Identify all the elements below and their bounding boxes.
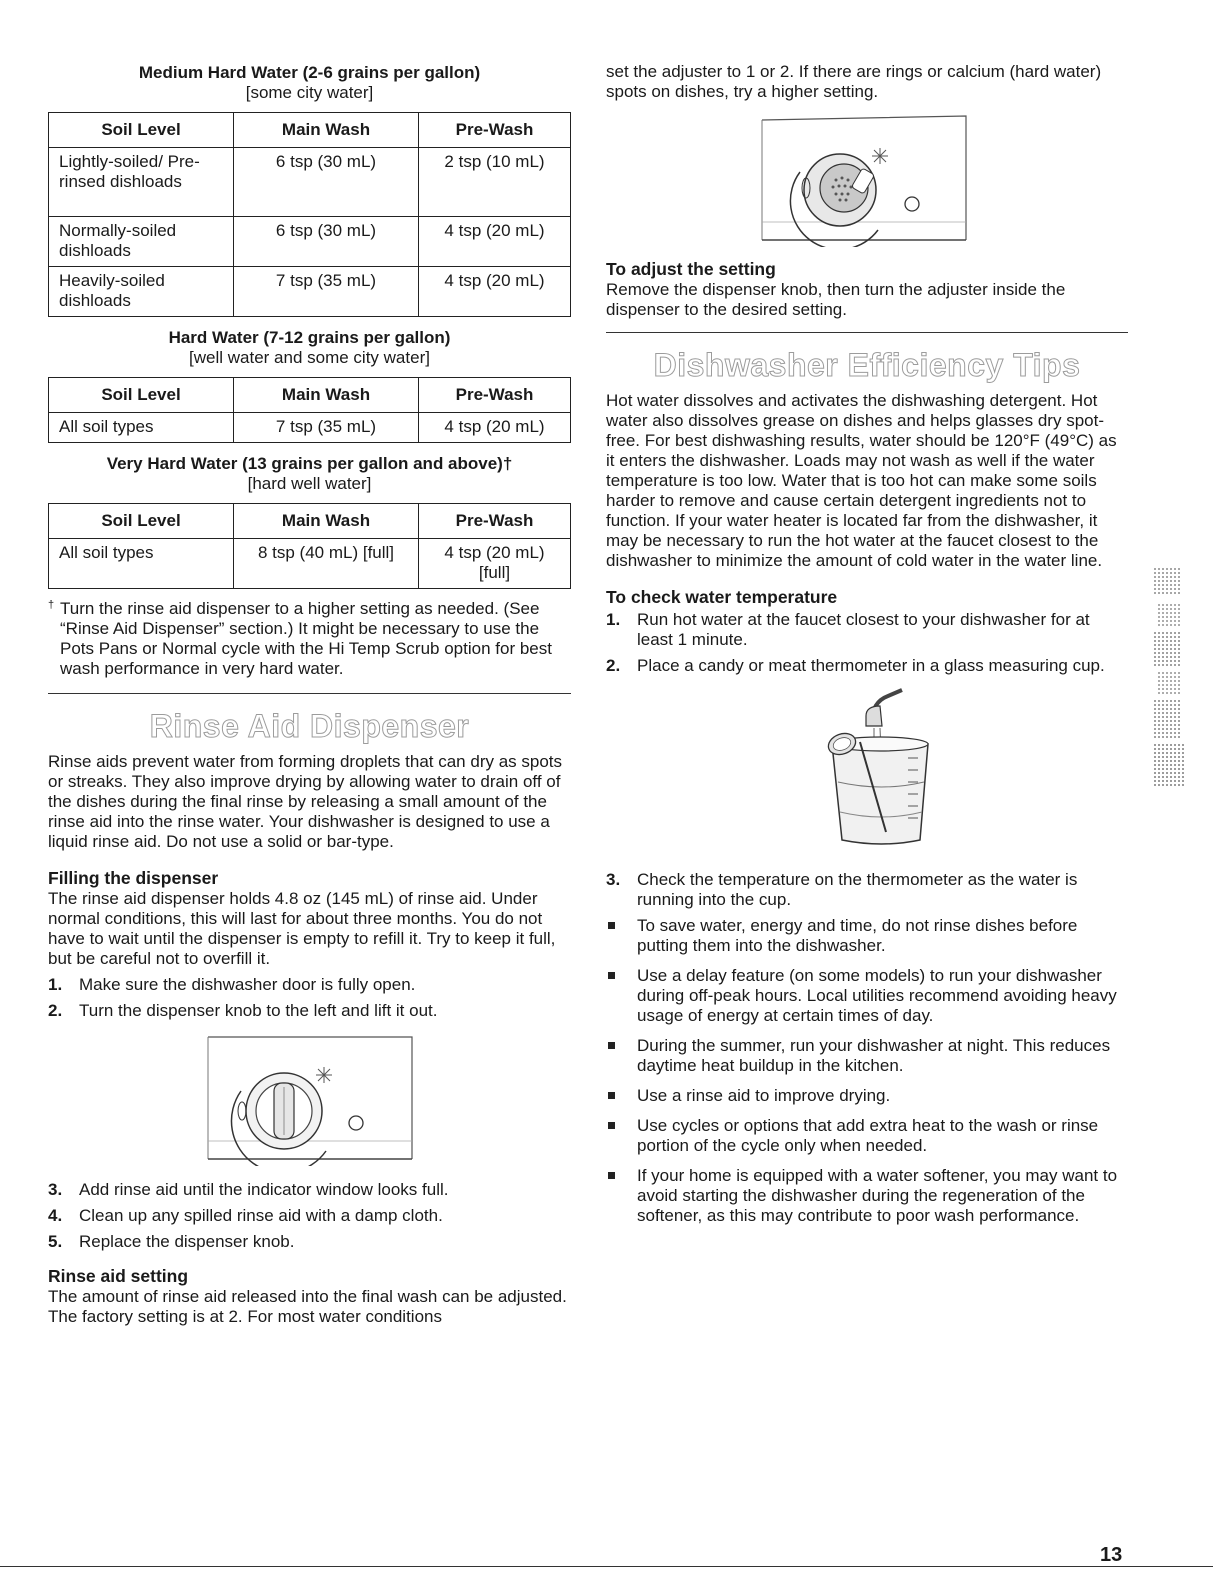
efficiency-tips [606, 916, 1128, 1226]
step-text: Add rinse aid until the indicator window looks full. [79, 1180, 449, 1199]
subheading-rinse-aid-setting: Rinse aid setting [48, 1266, 189, 1286]
measuring-cup-thermometer-icon [802, 682, 942, 850]
table-cell: 4 tsp (20 mL) [419, 217, 571, 267]
list-item [48, 1001, 571, 1021]
step-number: 4. [48, 1206, 63, 1225]
list-item [606, 870, 1128, 910]
rinse-aid-setting-text: The amount of rinse aid released into the final wash can be adjusted. The factory setting is at 2. For most water conditions [48, 1287, 567, 1326]
column-header: Pre-Wash [419, 504, 571, 539]
tip-text: To save water, energy and time, do not rinse dishes before putting them into the dishwasher. [637, 916, 1078, 955]
table-subtitle: [well water and some city water] [189, 348, 430, 367]
table-cell: 4 tsp (20 mL) [full] [419, 539, 571, 589]
table-row [49, 148, 571, 217]
check-steps-a [606, 610, 1128, 676]
table-cell: 6 tsp (30 mL) [234, 217, 419, 267]
step-text: Replace the dispenser knob. [79, 1232, 295, 1251]
tip-text: Use a delay feature (on some models) to run your dishwasher during off-peak hours. Local utilities recommend avoiding heavy usage of energy at certain times of day. [637, 966, 1117, 1025]
bullet-icon [608, 922, 615, 929]
table-header-row [49, 504, 571, 539]
water-table-medium [48, 62, 571, 317]
tip-text: If your home is equipped with a water softener, you may want to avoid starting the dishwasher during the regeneration of the softener, as this may contribute to poor wash performance. [637, 1166, 1118, 1225]
soil-table [48, 112, 571, 317]
section-heading-efficiency: Dishwasher Efficiency Tips [653, 347, 1081, 383]
bullet-icon [608, 972, 615, 979]
table-cell: 4 tsp (20 mL) [419, 413, 571, 443]
step-text: Place a candy or meat thermometer in a glass measuring cup. [637, 656, 1105, 675]
step-number: 2. [606, 656, 621, 675]
column-header: Soil Level [49, 378, 234, 413]
table-row [49, 267, 571, 317]
left-column [48, 62, 571, 1343]
check-steps-b [606, 870, 1128, 910]
table-cell: Heavily-soiled dishloads [49, 267, 234, 317]
rinse-aid-adjuster-icon [760, 112, 972, 247]
step-number: 5. [48, 1232, 63, 1251]
table-title: Hard Water (7-12 grains per gallon) [168, 328, 451, 347]
table-cell: 7 tsp (35 mL) [234, 267, 419, 317]
step-number: 1. [606, 610, 621, 629]
tip-text: Use cycles or options that add extra heat to the wash or rinse portion of the cycle only when needed. [637, 1116, 1099, 1155]
page-number: 13 [1100, 1544, 1123, 1566]
column-header: Main Wash [234, 378, 419, 413]
list-item [606, 1086, 1128, 1106]
tip-text: During the summer, run your dishwasher at night. This reduces daytime heat buildup in the kitchen. [637, 1036, 1111, 1075]
list-item [606, 656, 1128, 676]
list-item [606, 1116, 1128, 1156]
bullet-icon [608, 1122, 615, 1129]
table-row [49, 539, 571, 589]
table-cell: Normally-soiled dishloads [49, 217, 234, 267]
table-title: Medium Hard Water (2-6 grains per gallon) [138, 63, 481, 82]
step-text: Run hot water at the faucet closest to your dishwasher for at least 1 minute. [637, 610, 1090, 649]
table-cell: 8 tsp (40 mL) [full] [234, 539, 419, 589]
step-number: 3. [48, 1180, 63, 1199]
list-item [606, 916, 1128, 956]
bullet-icon [608, 1172, 615, 1179]
column-header: Soil Level [49, 504, 234, 539]
list-item [606, 966, 1128, 1026]
list-item [48, 975, 571, 995]
table-subtitle: [some city water] [245, 83, 374, 102]
footnote-text: Turn the rinse aid dispenser to a higher setting as needed. (See “Rinse Aid Dispenser” section.) It might be necessary to use the Pots Pans or Normal cycle with the Hi Temp Scrub option for best wash performance in very hard water. [60, 599, 552, 678]
column-header: Pre-Wash [419, 113, 571, 148]
filling-steps-b [48, 1180, 571, 1252]
column-header: Soil Level [49, 113, 234, 148]
step-number: 1. [48, 975, 63, 994]
subheading-filling: Filling the dispenser [48, 868, 219, 888]
footnote-mark: † [48, 599, 55, 611]
table-header-row [49, 113, 571, 148]
step-text: Make sure the dishwasher door is fully open. [79, 975, 416, 994]
column-header: Pre-Wash [419, 378, 571, 413]
bullet-icon [608, 1092, 615, 1099]
list-item [606, 1166, 1128, 1226]
soil-table [48, 503, 571, 589]
rinse-aid-setting-continued: set the adjuster to 1 or 2. If there are rings or calcium (hard water) spots on dishes, try a higher setting. [606, 62, 1102, 101]
rinse-aid-dispenser-knob-icon [206, 1031, 418, 1166]
subheading-check-temperature: To check water temperature [606, 587, 838, 607]
table-cell: 7 tsp (35 mL) [234, 413, 419, 443]
water-table-very-hard [48, 453, 571, 589]
list-item [606, 610, 1128, 650]
sun-sparkle-icon [316, 1067, 332, 1083]
table-row [49, 217, 571, 267]
step-number: 3. [606, 870, 621, 889]
filling-steps-a [48, 975, 571, 1021]
bullet-icon [608, 1042, 615, 1049]
list-item [48, 1180, 571, 1200]
section-divider [48, 693, 571, 694]
rinse-aid-intro: Rinse aids prevent water from forming droplets that can dry as spots or streaks. They also improve drying by allowing water to drain off of the dishes during the final rinse by releasing a small amount of the rinse aid into the rinse water. Your dishwasher is designed to use a liquid rinse aid. Do not use a solid or bar-type. [48, 752, 563, 851]
subheading-adjust-setting: To adjust the setting [606, 259, 776, 279]
table-subtitle: [hard well water] [247, 474, 372, 493]
right-column [606, 62, 1128, 1236]
step-text: Check the temperature on the thermometer as the water is running into the cup. [637, 870, 1078, 909]
step-number: 2. [48, 1001, 63, 1020]
table-cell: 2 tsp (10 mL) [419, 148, 571, 217]
list-item [48, 1206, 571, 1226]
table-cell: 6 tsp (30 mL) [234, 148, 419, 217]
step-text: Clean up any spilled rinse aid with a damp cloth. [79, 1206, 443, 1225]
column-header: Main Wash [234, 504, 419, 539]
table-title: Very Hard Water (13 grains per gallon and above)† [106, 454, 513, 473]
list-item [606, 1036, 1128, 1076]
tip-text: Use a rinse aid to improve drying. [637, 1086, 891, 1105]
table-cell: 4 tsp (20 mL) [419, 267, 571, 317]
adjust-setting-text: Remove the dispenser knob, then turn the adjuster inside the dispenser to the desired setting. [606, 280, 1066, 319]
step-text: Turn the dispenser knob to the left and lift it out. [79, 1001, 438, 1020]
footnote [48, 599, 571, 679]
water-table-hard [48, 327, 571, 443]
soil-table [48, 377, 571, 443]
table-cell: All soil types [49, 413, 234, 443]
list-item [48, 1232, 571, 1252]
column-header: Main Wash [234, 113, 419, 148]
filling-text: The rinse aid dispenser holds 4.8 oz (145 mL) of rinse aid. Under normal conditions, this will last for about three months. You do not have to wait until the dispenser is empty to refill it. Try to keep it full, but be careful not to overfill it. [48, 889, 556, 968]
table-cell: All soil types [49, 539, 234, 589]
table-cell: Lightly-soiled/ Pre-rinsed dishloads [49, 148, 234, 217]
section-heading-rinse-aid: Rinse Aid Dispenser [149, 708, 470, 744]
section-divider [606, 332, 1128, 333]
table-header-row [49, 378, 571, 413]
bottom-rule [0, 1566, 1213, 1567]
efficiency-intro: Hot water dissolves and activates the dishwashing detergent. Hot water also dissolves grease on dishes and helps glasses dry spot-free. For best dishwashing results, water should be 120°F (49°C) as it enters the dishwasher. Loads may not wash as well if the water temperature is too low. Water that is too hot can make some soils harder to remove and cause certain detergent ingredients not to function. If your water heater is located far from the dishwasher, it may be necessary to run the hot water at the faucet closest to the dishwasher to minimize the amount of cold water in the water line. [606, 391, 1117, 570]
side-tab-decoration [1150, 568, 1190, 790]
table-row [49, 413, 571, 443]
